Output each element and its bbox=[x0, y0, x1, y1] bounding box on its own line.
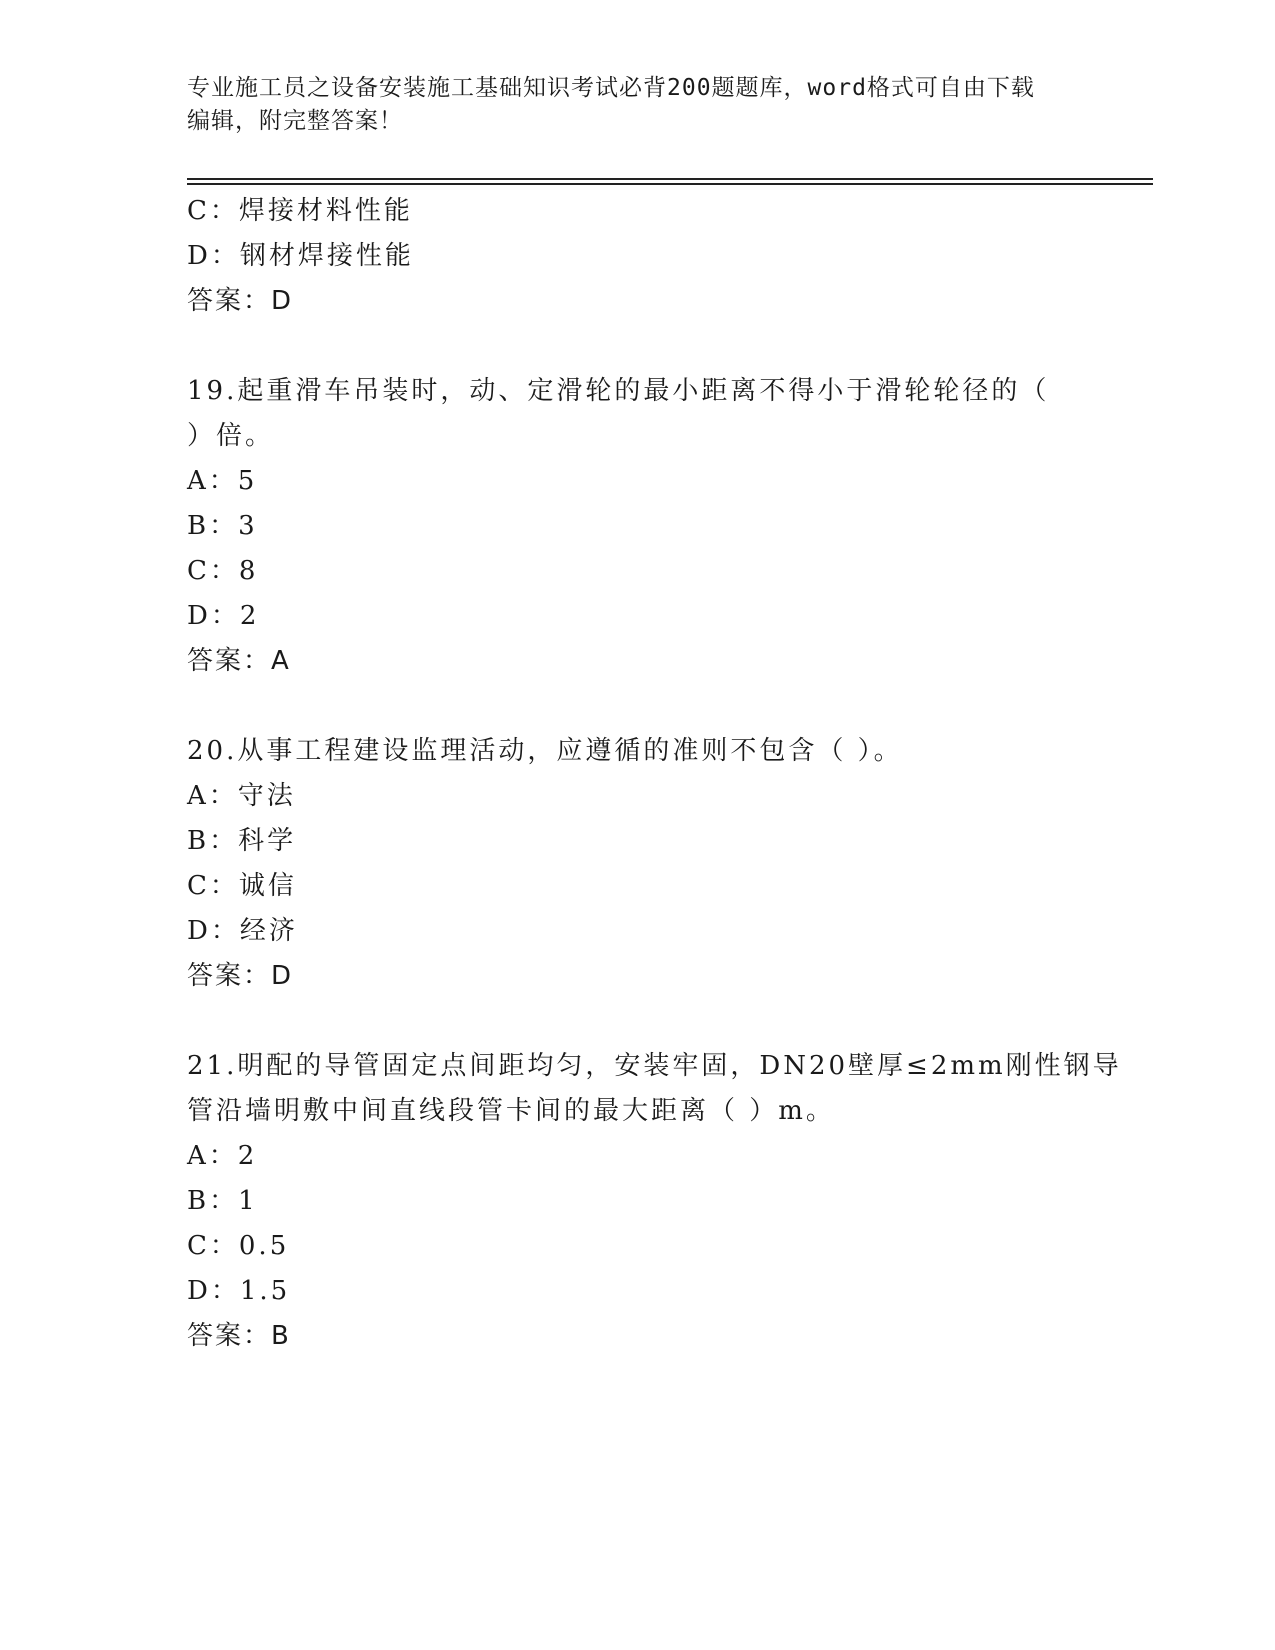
q20-answer: 答案：D bbox=[187, 961, 294, 991]
q20-option-b: B：科学 bbox=[187, 826, 297, 856]
document-header bbox=[187, 72, 1067, 138]
q19-stem-line-2: ）倍。 bbox=[187, 421, 275, 451]
q19-option-b: B：3 bbox=[187, 511, 258, 541]
q20-option-c: C：诚信 bbox=[187, 871, 297, 901]
q21-option-d: D：1.5 bbox=[187, 1276, 291, 1306]
q20-stem-line-1: 20.从事工程建设监理活动，应遵循的准则不包含（ ）。 bbox=[187, 736, 903, 766]
q19-answer: 答案：A bbox=[187, 646, 291, 676]
header-title-line-2: 编辑，附完整答案！ bbox=[187, 108, 403, 134]
header-divider-top bbox=[187, 178, 1153, 180]
q18-option-c: C：焊接材料性能 bbox=[187, 196, 413, 226]
q21-stem-line-2: 管沿墙明敷中间直线段管卡间的最大距离（ ）m。 bbox=[187, 1096, 835, 1126]
header-title-line-1: 专业施工员之设备安装施工基础知识考试必背200题题库，word格式可自由下载 bbox=[187, 75, 1035, 101]
q18-answer: 答案：D bbox=[187, 286, 294, 316]
q20-option-d: D：经济 bbox=[187, 916, 298, 946]
q18-option-d: D：钢材焊接性能 bbox=[187, 241, 414, 271]
q20-option-a: A：守法 bbox=[187, 781, 296, 811]
q21-stem-line-1: 21.明配的导管固定点间距均匀，安装牢固，DN20壁厚≤2mm刚性钢导 bbox=[187, 1051, 1122, 1081]
q19-stem-line-1: 19.起重滑车吊装时，动、定滑轮的最小距离不得小于滑轮轮径的（ bbox=[187, 376, 1050, 406]
q21-option-a: A：2 bbox=[187, 1141, 258, 1171]
q21-answer: 答案：B bbox=[187, 1321, 291, 1351]
q19-option-a: A：5 bbox=[187, 466, 258, 496]
q21-option-b: B：1 bbox=[187, 1186, 258, 1216]
header-divider-bottom bbox=[187, 183, 1153, 185]
q19-option-c: C：8 bbox=[187, 556, 259, 586]
q21-option-c: C：0.5 bbox=[187, 1231, 290, 1261]
q19-option-d: D：2 bbox=[187, 601, 260, 631]
